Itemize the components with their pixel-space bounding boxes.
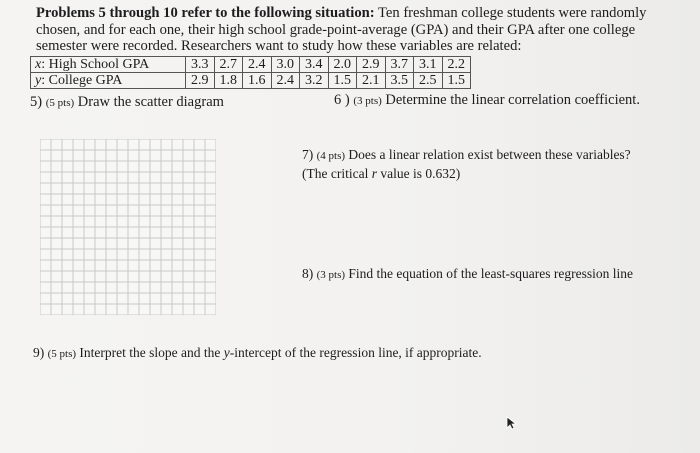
- question-number: 6 ): [334, 92, 350, 108]
- x-value: 3.4: [300, 57, 329, 73]
- critical-value-note: (The critical r value is 0.632): [302, 166, 461, 181]
- grid-paper: [40, 139, 216, 315]
- x-value: 3.3: [186, 57, 215, 73]
- x-value: 3.7: [385, 57, 414, 73]
- row-label-x: x: High School GPA: [31, 57, 186, 73]
- y-value: 2.1: [357, 73, 386, 89]
- question-8: [302, 265, 672, 284]
- points-label: (5 pts): [47, 348, 77, 360]
- scatter-grid: [40, 139, 216, 315]
- points-label: (3 pts): [353, 95, 382, 107]
- points-label: (3 pts): [316, 269, 346, 281]
- question-text: Determine the linear correlation coefficient.: [385, 92, 640, 108]
- problem-intro: [36, 5, 676, 55]
- intro-bold-heading: Problems 5 through 10 refer to the following situation:: [36, 5, 375, 21]
- y-value: 2.5: [414, 73, 443, 89]
- mouse-pointer-icon: [506, 416, 518, 435]
- question-text: Does a linear relation exist between these variables?: [348, 147, 631, 162]
- y-value: 1.5: [442, 73, 471, 89]
- x-value: 2.9: [357, 57, 386, 73]
- y-value: 3.5: [385, 73, 414, 89]
- intro-text: Ten freshman college students were randomly chosen, and for each one, their high school grade-point-average (GPA) and their GPA after one college semester were recorded. Researchers want to study how these variables are related:: [36, 5, 647, 54]
- question-number: 7): [302, 147, 314, 162]
- table-row-x: [31, 57, 471, 73]
- question-7: [302, 146, 672, 182]
- table-row-y: [31, 73, 471, 89]
- points-label: (5 pts): [45, 97, 75, 109]
- x-value: 3.1: [414, 57, 443, 73]
- question-number: 9): [33, 345, 45, 360]
- x-value: 3.0: [271, 57, 300, 73]
- y-value: 1.8: [214, 73, 243, 89]
- question-text: Find the equation of the least-squares regression line: [348, 266, 633, 281]
- question-number: 8): [302, 266, 314, 281]
- question-5: [30, 94, 224, 112]
- y-value: 1.5: [328, 73, 357, 89]
- y-value: 3.2: [300, 73, 329, 89]
- question-6: [334, 92, 640, 110]
- points-label: (4 pts): [316, 150, 346, 162]
- x-value: 2.2: [442, 57, 471, 73]
- x-value: 2.4: [243, 57, 272, 73]
- x-value: 2.0: [328, 57, 357, 73]
- row-label-y: y: College GPA: [31, 73, 186, 89]
- question-text: Interpret the slope and the y-intercept of the regression line, if appropriate.: [79, 345, 482, 360]
- y-value: 2.9: [186, 73, 215, 89]
- y-value: 2.4: [271, 73, 300, 89]
- question-number: 5): [30, 94, 43, 110]
- y-value: 1.6: [243, 73, 272, 89]
- gpa-data-table: [30, 56, 471, 89]
- x-value: 2.7: [214, 57, 243, 73]
- question-9: [33, 344, 673, 363]
- question-text: Draw the scatter diagram: [77, 94, 224, 110]
